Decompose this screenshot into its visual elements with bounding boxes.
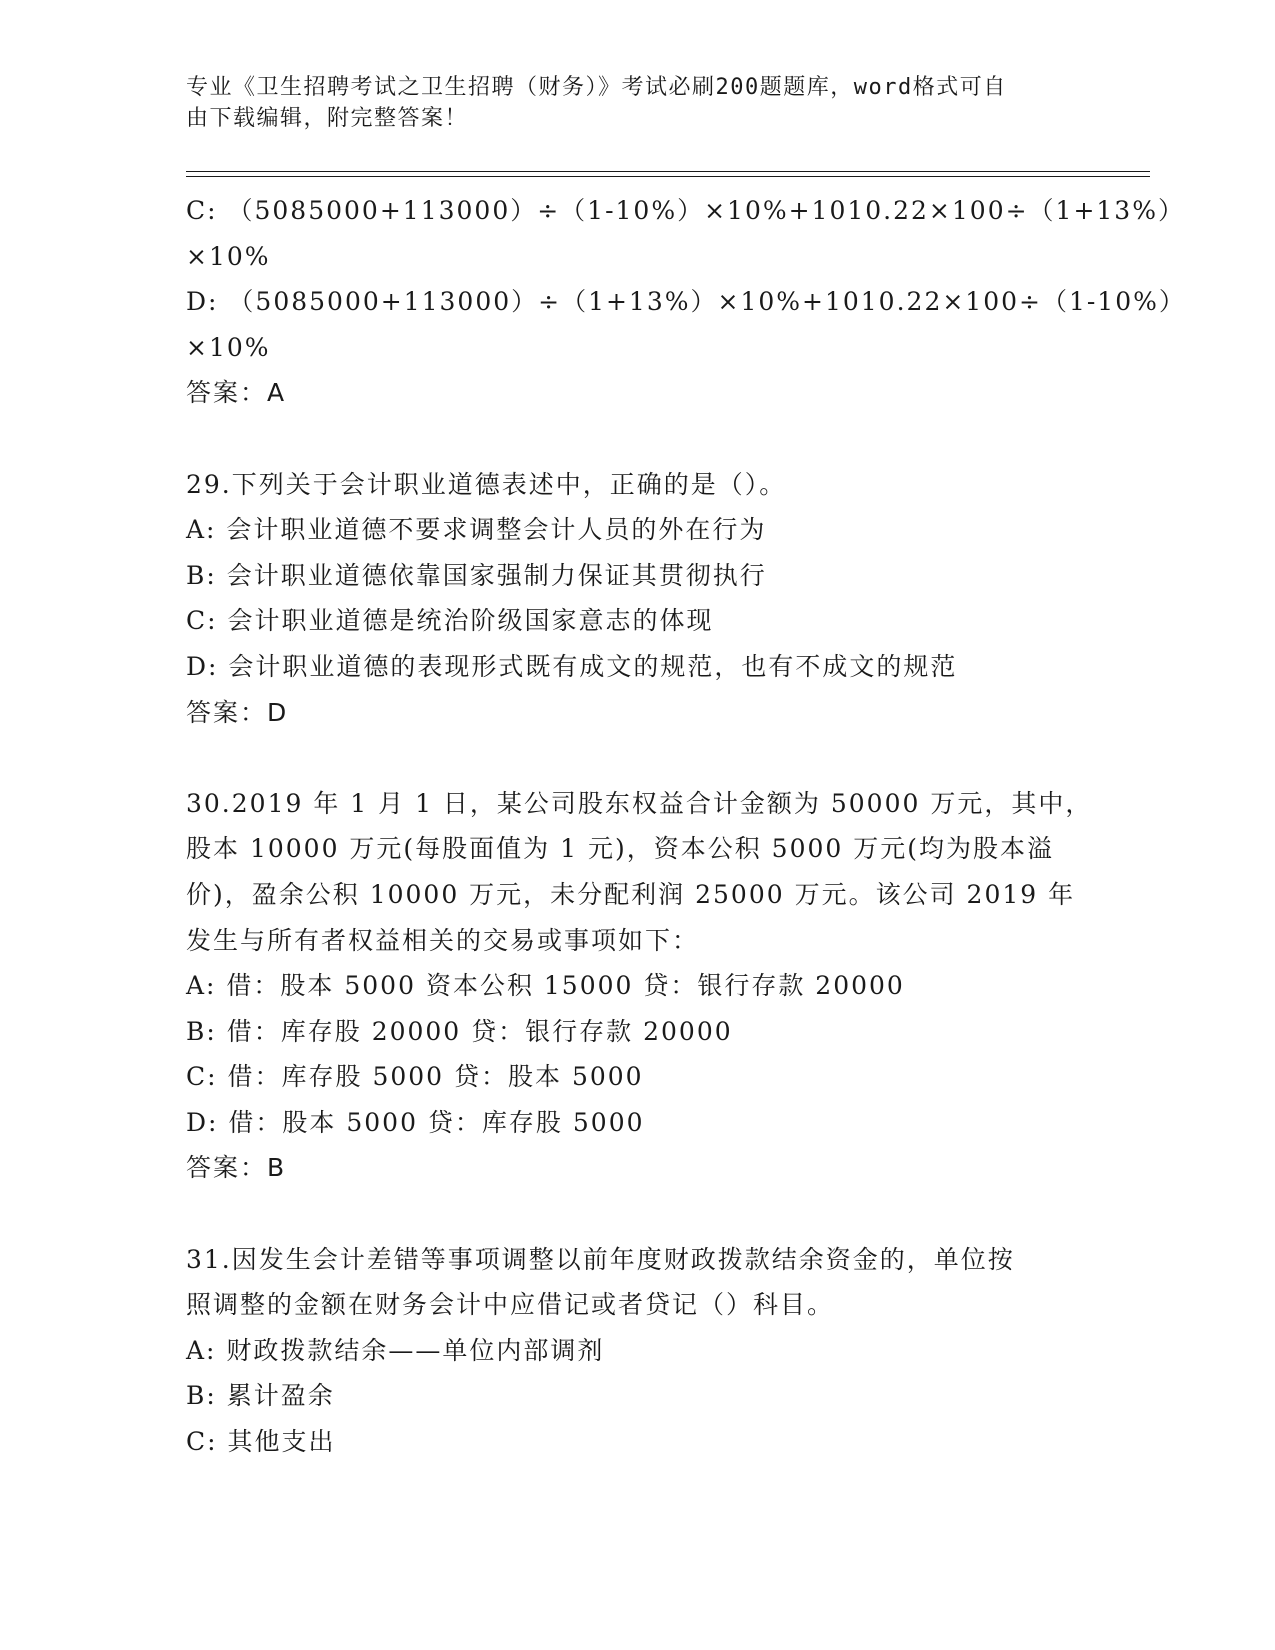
- spacer: [186, 416, 1086, 462]
- option-d-line-1: D: （5085000+113000）÷（1+13%）×10%+1010.22×100÷（1-10%）: [186, 287, 1186, 317]
- spacer: [186, 1191, 1086, 1237]
- question-stem-line-1: 31.因发生会计差错等事项调整以前年度财政拨款结余资金的，单位按: [186, 1244, 1015, 1274]
- question-28-continuation: [186, 188, 1186, 416]
- option-d: D: 借：股本 5000 贷：库存股 5000: [186, 1107, 645, 1137]
- option-a: A: 会计职业道德不要求调整会计人员的外在行为: [186, 515, 767, 545]
- answer-30: 答案：B: [186, 1153, 287, 1183]
- question-29: [186, 462, 1086, 736]
- question-stem: 29.下列关于会计职业道德表述中，正确的是（）。: [186, 469, 787, 499]
- option-b: B: 借：库存股 20000 贷：银行存款 20000: [186, 1016, 733, 1046]
- question-stem-line-1: 30.2019 年 1 月 1 日，某公司股东权益合计金额为 50000 万元，其中，: [186, 788, 1093, 818]
- question-stem-line-2: 照调整的金额在财务会计中应借记或者贷记（）科目。: [186, 1290, 835, 1320]
- option-c-line-1: C: （5085000+113000）÷（1-10%）×10%+1010.22×100÷（1+13%）: [186, 196, 1185, 225]
- option-c: C: 会计职业道德是统治阶级国家意志的体现: [186, 606, 714, 636]
- answer-28: 答案：A: [186, 378, 287, 408]
- header-rule-bottom: [186, 176, 1150, 177]
- answer-29: 答案：D: [186, 697, 289, 727]
- page-header: [186, 72, 1066, 134]
- question-stem-line-3: 价)，盈余公积 10000 万元，未分配利润 25000 万元。该公司 2019 年: [186, 879, 1076, 909]
- option-b: B: 累计盈余: [186, 1381, 335, 1411]
- question-31: [186, 1237, 1086, 1465]
- spacer: [186, 735, 1086, 781]
- option-d: D: 会计职业道德的表现形式既有成文的规范，也有不成文的规范: [186, 651, 958, 681]
- option-a: A: 财政拨款结余——单位内部调剂: [186, 1335, 605, 1365]
- question-content: [186, 188, 1186, 1465]
- question-stem-line-2: 股本 10000 万元(每股面值为 1 元)，资本公积 5000 万元(均为股本溢: [186, 834, 1055, 864]
- header-line-1: 专业《卫生招聘考试之卫生招聘（财务）》考试必刷200题题库，word格式可自: [186, 75, 1007, 100]
- option-d-line-2: ×10%: [186, 332, 271, 362]
- option-b: B: 会计职业道德依靠国家强制力保证其贯彻执行: [186, 560, 767, 590]
- option-a: A: 借：股本 5000 资本公积 15000 贷：银行存款 20000: [186, 971, 905, 1001]
- question-30: [186, 781, 1093, 1191]
- option-c: C: 其他支出: [186, 1427, 336, 1457]
- header-line-2: 由下载编辑，附完整答案！: [186, 106, 469, 131]
- option-c-line-2: ×10%: [186, 241, 271, 271]
- question-stem-line-4: 发生与所有者权益相关的交易或事项如下：: [186, 925, 700, 955]
- option-c: C: 借：库存股 5000 贷：股本 5000: [186, 1062, 644, 1092]
- header-rule-top: [186, 171, 1150, 172]
